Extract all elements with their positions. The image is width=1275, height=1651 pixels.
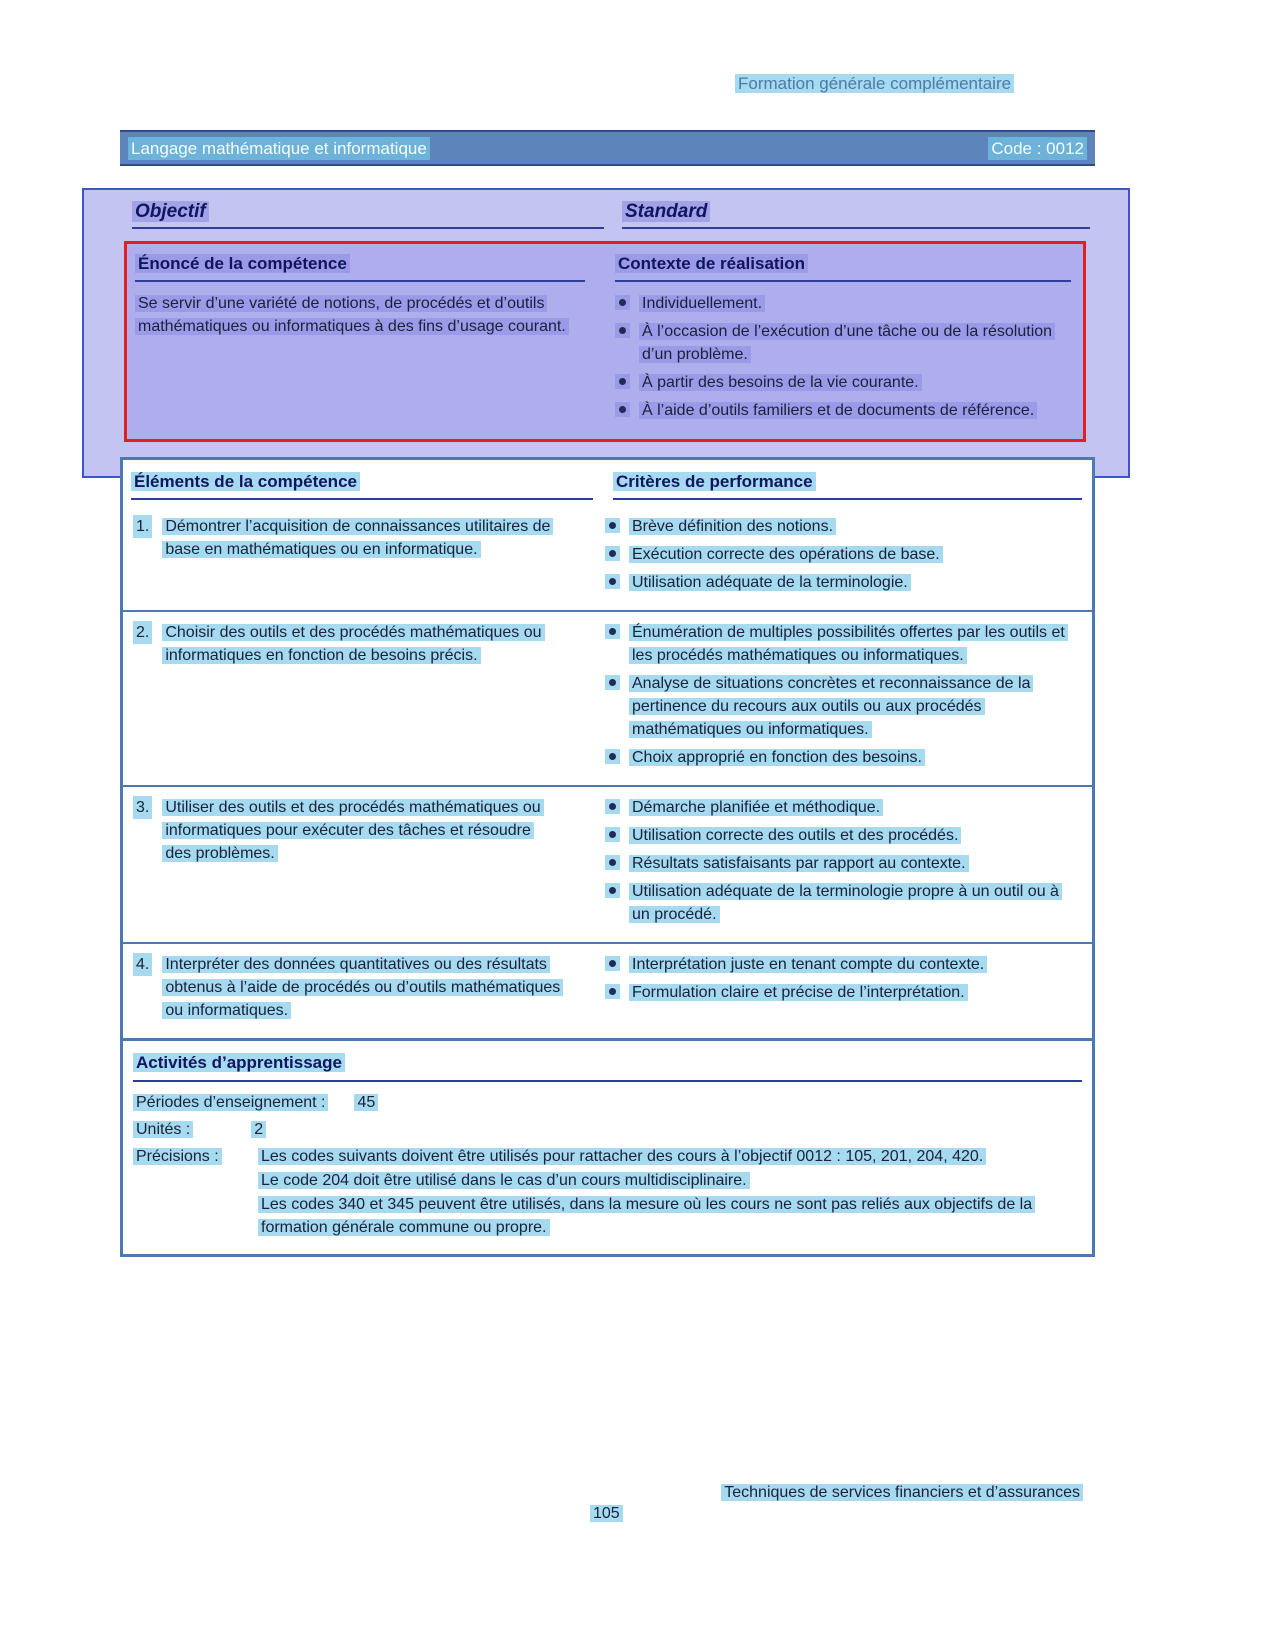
precision-line-text: Les codes suivants doivent être utilisés pour rattacher des cours à l’objectif 0012 : 105, 201, 204, 420.	[258, 1148, 986, 1165]
objective-header: Objectif	[132, 201, 209, 222]
bullet-icon	[605, 546, 620, 561]
criteria-item	[605, 981, 1080, 1004]
element-text: Interpréter des données quantitatives ou des résultats obtenus à l’aide de procédés ou d’outils mathématiques ou informatiques.	[162, 956, 563, 1019]
competence-row	[123, 610, 1092, 785]
criteria-item-text: Choix approprié en fonction des besoins.	[629, 749, 925, 766]
bullet-icon	[605, 855, 620, 870]
activities-box	[120, 1038, 1095, 1257]
enonce-header: Énoncé de la compétence	[135, 254, 350, 273]
precision-line	[258, 1193, 1082, 1239]
element-cell	[123, 953, 605, 1022]
bullet-icon	[605, 827, 620, 842]
criteria-cell	[605, 796, 1092, 931]
criteria-item	[605, 824, 1080, 847]
bullet-icon	[605, 749, 620, 764]
criteria-item-text: Analyse de situations concrètes et reconnaissance de la pertinence du recours aux outils ou aux procédés mathématiques ou informatiques.	[629, 675, 1033, 738]
element-cell	[123, 515, 605, 599]
standard-header-cell	[622, 200, 1090, 229]
row-number: 4.	[133, 953, 152, 976]
element-cell	[123, 621, 605, 774]
criteria-item-text: Interprétation juste en tenant compte du contexte.	[629, 956, 987, 973]
criteria-item	[605, 621, 1080, 667]
enonce-column	[135, 252, 615, 427]
bullet-icon	[605, 574, 620, 589]
criteres-header-cell	[613, 470, 1082, 500]
objective-standard-panel	[82, 188, 1130, 478]
precision-line-text: Le code 204 doit être utilisé dans le cas d’un cours multidisciplinaire.	[258, 1172, 750, 1189]
element-cell	[123, 796, 605, 931]
header-note	[735, 72, 1014, 95]
periods-value: 45	[354, 1094, 378, 1111]
context-item	[615, 320, 1071, 366]
criteria-item	[605, 571, 1080, 594]
activities-header: Activités d’apprentissage	[133, 1053, 345, 1072]
context-item-text: À partir des besoins de la vie courante.	[639, 374, 922, 391]
precision-line	[258, 1169, 1082, 1192]
bullet-icon	[605, 675, 620, 690]
criteria-item-text: Utilisation adéquate de la terminologie propre à un outil ou à un procédé.	[629, 883, 1062, 923]
competence-statement-text: Se servir d’une variété de notions, de procédés et d’outils mathématiques ou informatiques à des fins d’usage courant.	[135, 295, 569, 335]
competence-box	[124, 241, 1086, 442]
context-item-text: À l’occasion de l’exécution d’une tâche ou de la résolution d’un problème.	[639, 323, 1055, 363]
footer-note	[721, 1481, 1083, 1504]
objective-header-cell	[132, 200, 604, 229]
context-item	[615, 292, 1071, 315]
criteria-item	[605, 953, 1080, 976]
panel-headers	[84, 190, 1128, 229]
criteres-header: Critères de performance	[613, 472, 816, 491]
criteria-list	[605, 953, 1080, 1004]
elements-header-cell	[131, 470, 593, 500]
footer-note-text: Techniques de services financiers et d’assurances	[721, 1484, 1083, 1501]
criteria-item-text: Énumération de multiples possibilités offertes par les outils et les procédés mathématiques ou informatiques.	[629, 624, 1068, 664]
criteria-item	[605, 796, 1080, 819]
precision-line	[258, 1145, 1082, 1168]
header-note-text: Formation générale complémentaire	[735, 74, 1014, 93]
contexte-header-row	[615, 252, 1071, 282]
periods-row	[133, 1091, 1082, 1114]
precisions-label-cell	[133, 1145, 258, 1240]
criteria-list	[605, 796, 1080, 926]
criteria-item	[605, 852, 1080, 875]
title-bar-title: Langage mathématique et informatique	[128, 137, 430, 160]
element-text: Démontrer l’acquisition de connaissances utilitaires de base en mathématiques ou en informatique.	[162, 518, 553, 558]
context-item-text: Individuellement.	[639, 295, 765, 312]
criteria-item-text: Exécution correcte des opérations de base.	[629, 546, 943, 563]
competence-row	[123, 942, 1092, 1033]
criteria-item-text: Brève définition des notions.	[629, 518, 836, 535]
criteria-item-text: Utilisation adéquate de la terminologie.	[629, 574, 911, 591]
bullet-icon	[605, 956, 620, 971]
units-row	[133, 1118, 1082, 1141]
units-label: Unités :	[133, 1121, 193, 1138]
precisions-row	[133, 1145, 1082, 1240]
table-header-row	[123, 460, 1092, 500]
standard-header: Standard	[622, 201, 710, 222]
bullet-icon	[615, 323, 630, 338]
bullet-icon	[605, 984, 620, 999]
criteria-list	[605, 515, 1080, 594]
precision-line-text: Les codes 340 et 345 peuvent être utilisés, dans la mesure où les cours ne sont pas reliés aux objectifs de la formation générale commune ou propre.	[258, 1196, 1035, 1236]
contexte-header: Contexte de réalisation	[615, 254, 808, 273]
bullet-icon	[605, 624, 620, 639]
row-number: 2.	[133, 621, 152, 644]
precisions-content	[258, 1145, 1082, 1240]
context-list	[615, 292, 1071, 422]
criteria-item	[605, 746, 1080, 769]
row-number: 3.	[133, 796, 152, 819]
criteria-item	[605, 880, 1080, 926]
context-item-text: À l’aide d’outils familiers et de documents de référence.	[639, 402, 1037, 419]
title-bar-code: Code : 0012	[988, 137, 1087, 160]
criteria-item-text: Utilisation correcte des outils et des procédés.	[629, 827, 961, 844]
criteria-item	[605, 543, 1080, 566]
page-number-text: 105	[590, 1505, 623, 1522]
activities-header-row	[133, 1051, 1082, 1082]
criteria-item	[605, 515, 1080, 538]
criteria-item-text: Démarche planifiée et méthodique.	[629, 799, 883, 816]
criteria-cell	[605, 621, 1092, 774]
page-number	[590, 1502, 623, 1525]
criteria-cell	[605, 515, 1092, 599]
context-item	[615, 399, 1071, 422]
row-number: 1.	[133, 515, 152, 538]
criteria-cell	[605, 953, 1092, 1022]
competence-row	[123, 785, 1092, 942]
competence-statement	[135, 292, 585, 338]
bullet-icon	[605, 799, 620, 814]
bullet-icon	[605, 883, 620, 898]
element-text: Choisir des outils et des procédés mathématiques ou informatiques en fonction de besoins précis.	[162, 624, 544, 664]
criteria-item-text: Formulation claire et précise de l’interprétation.	[629, 984, 968, 1001]
criteria-item	[605, 672, 1080, 741]
bullet-icon	[615, 402, 630, 417]
elements-criteria-table	[120, 457, 1095, 1044]
competence-row	[123, 506, 1092, 610]
enonce-header-row	[135, 252, 585, 282]
precisions-label: Précisions :	[133, 1148, 222, 1165]
element-text: Utiliser des outils et des procédés mathématiques ou informatiques pour exécuter des tâches et résoudre des problèmes.	[162, 799, 543, 862]
bullet-icon	[605, 518, 620, 533]
bullet-icon	[615, 374, 630, 389]
units-value: 2	[251, 1121, 266, 1138]
title-bar	[120, 130, 1095, 166]
criteria-list	[605, 621, 1080, 769]
periods-label: Périodes d’enseignement :	[133, 1094, 328, 1111]
elements-header: Éléments de la compétence	[131, 472, 360, 491]
context-item	[615, 371, 1071, 394]
contexte-column	[615, 252, 1075, 427]
criteria-item-text: Résultats satisfaisants par rapport au contexte.	[629, 855, 969, 872]
bullet-icon	[615, 295, 630, 310]
